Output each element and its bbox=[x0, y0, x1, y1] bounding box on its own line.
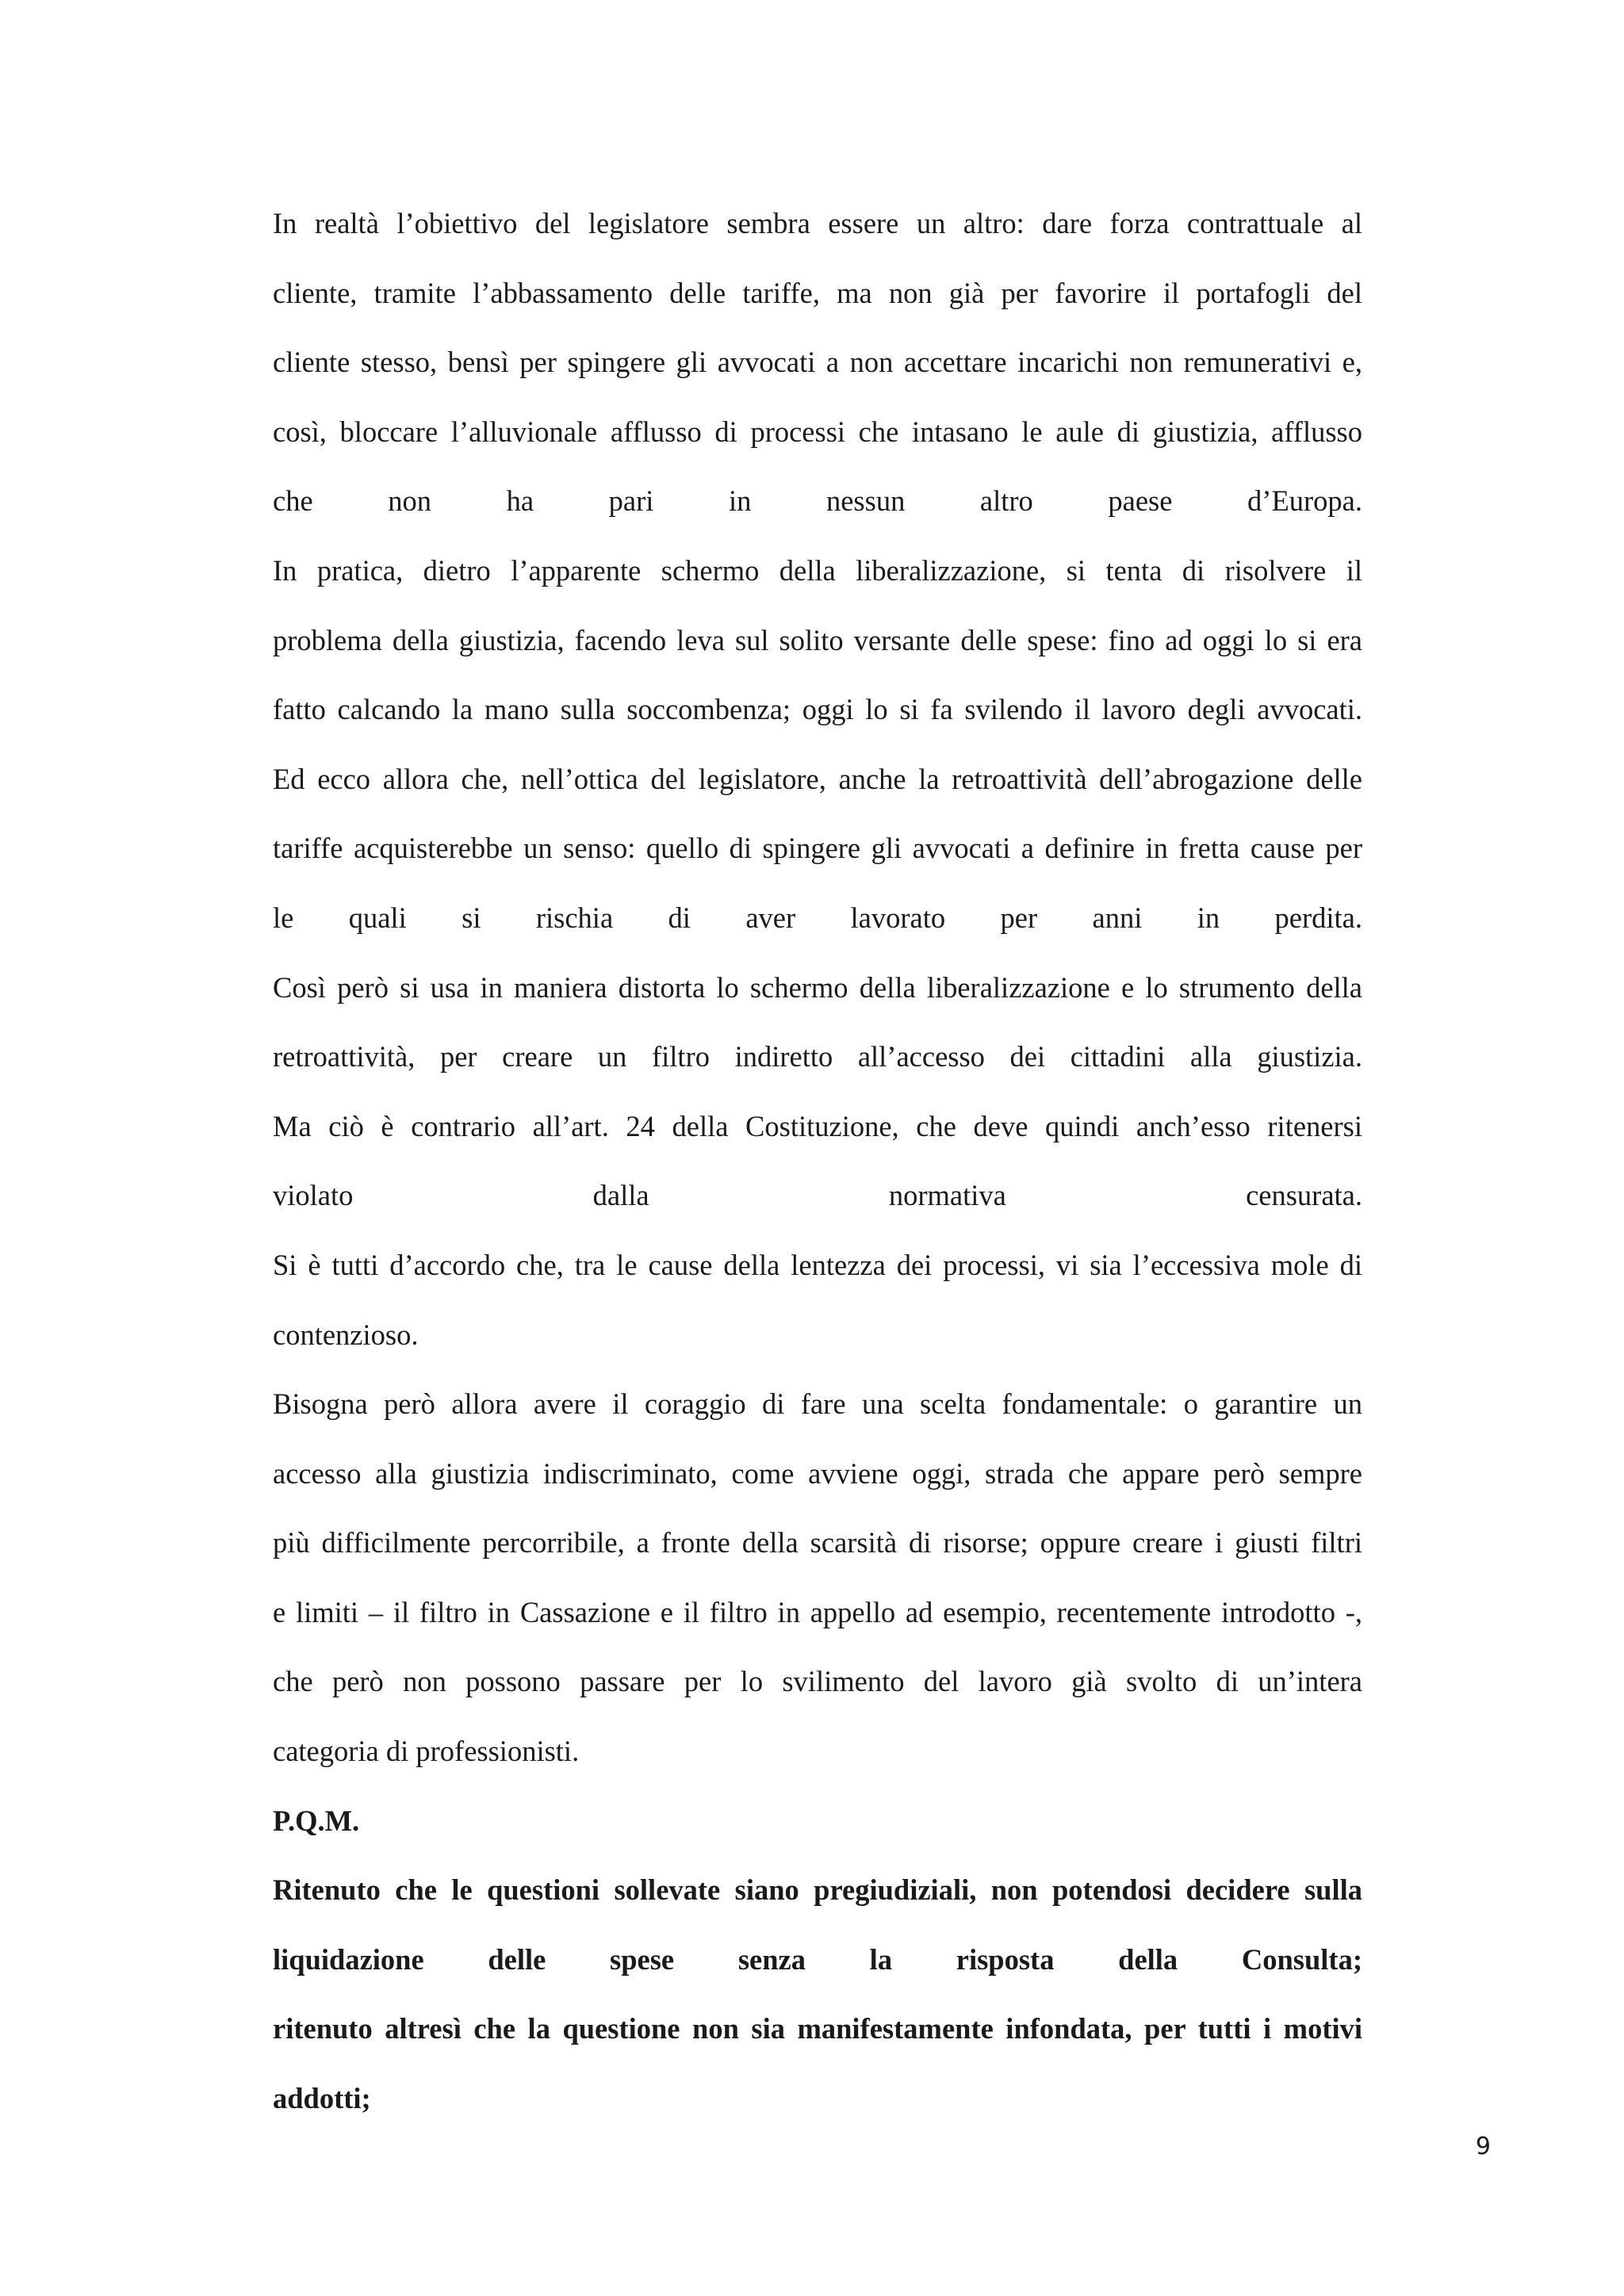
text-line: violato dalla normativa censurata. bbox=[273, 1179, 1362, 1212]
text-line: In realtà l’obiettivo del legislatore sembra essere un altro: dare forza contrattuale al bbox=[273, 207, 1362, 239]
text-line: fatto calcando la mano sulla soccombenza; oggi lo si fa svilendo il lavoro degli avvocati. bbox=[273, 693, 1362, 726]
text-line: In pratica, dietro l’apparente schermo della liberalizzazione, si tenta di risolvere il bbox=[273, 553, 1362, 587]
text-line: categoria di professionisti. bbox=[273, 1735, 580, 1768]
text-line: più difficilmente percorribile, a fronte della scarsità di risorse; oppure creare i giusti filtri bbox=[273, 1526, 1362, 1559]
bold-text-line: Ritenuto che le questioni sollevate siano pregiudiziali, non potendosi decidere sulla bbox=[273, 1873, 1362, 1907]
bold-text-line: addotti; bbox=[273, 2082, 371, 2115]
text-line: accesso alla giustizia indiscriminato, come avviene oggi, strada che appare però sempre bbox=[273, 1456, 1362, 1490]
page-number: 9 bbox=[1475, 2133, 1491, 2160]
text-line: tariffe acquisterebbe un senso: quello di spingere gli avvocati a definire in fretta cause per bbox=[273, 832, 1362, 865]
body-text bbox=[273, 189, 1362, 2133]
text-line: Si è tutti d’accordo che, tra le cause della lentezza dei processi, vi sia l’eccessiva mole di bbox=[273, 1248, 1362, 1281]
bold-text-line: P.Q.M. bbox=[273, 1804, 360, 1837]
text-line: che non ha pari in nessun altro paese d’Europa. bbox=[273, 484, 1362, 518]
text-line: retroattività, per creare un filtro indiretto all’accesso dei cittadini alla giustizia. bbox=[273, 1040, 1362, 1073]
text-line: problema della giustizia, facendo leva sul solito versante delle spese: fino ad oggi lo si era bbox=[273, 623, 1362, 656]
text-line: le quali si rischia di aver lavorato per anni in perdita. bbox=[273, 901, 1362, 934]
text-line: cliente, tramite l’abbassamento delle tariffe, ma non già per favorire il portafogli del bbox=[273, 276, 1362, 309]
bold-text-line: liquidazione delle spese senza la risposta della Consulta; bbox=[273, 1942, 1362, 1976]
text-line: Ed ecco allora che, nell’ottica del legislatore, anche la retroattività dell’abrogazione delle bbox=[273, 762, 1362, 795]
text-line: e limiti – il filtro in Cassazione e il filtro in appello ad esempio, recentemente introdotto -, bbox=[273, 1595, 1362, 1628]
text-line: che però non possono passare per lo svilimento del lavoro già svolto di un’intera bbox=[273, 1665, 1362, 1698]
text-line: cliente stesso, bensì per spingere gli avvocati a non accettare incarichi non remunerativi e, bbox=[273, 346, 1362, 379]
text-line: Bisogna però allora avere il coraggio di fare una scelta fondamentale: o garantire un bbox=[273, 1387, 1362, 1421]
text-line: contenzioso. bbox=[273, 1318, 419, 1351]
text-line: Così però si usa in maniera distorta lo schermo della liberalizzazione e lo strumento della bbox=[273, 970, 1362, 1004]
text-line: così, bloccare l’alluvionale afflusso di processi che intasano le aule di giustizia, afflusso bbox=[273, 415, 1362, 448]
bold-text-line: ritenuto altresì che la questione non sia manifestamente infondata, per tutti i motivi bbox=[273, 2012, 1362, 2045]
text-line: Ma ciò è contrario all’art. 24 della Costituzione, che deve quindi anch’esso ritenersi bbox=[273, 1109, 1362, 1142]
